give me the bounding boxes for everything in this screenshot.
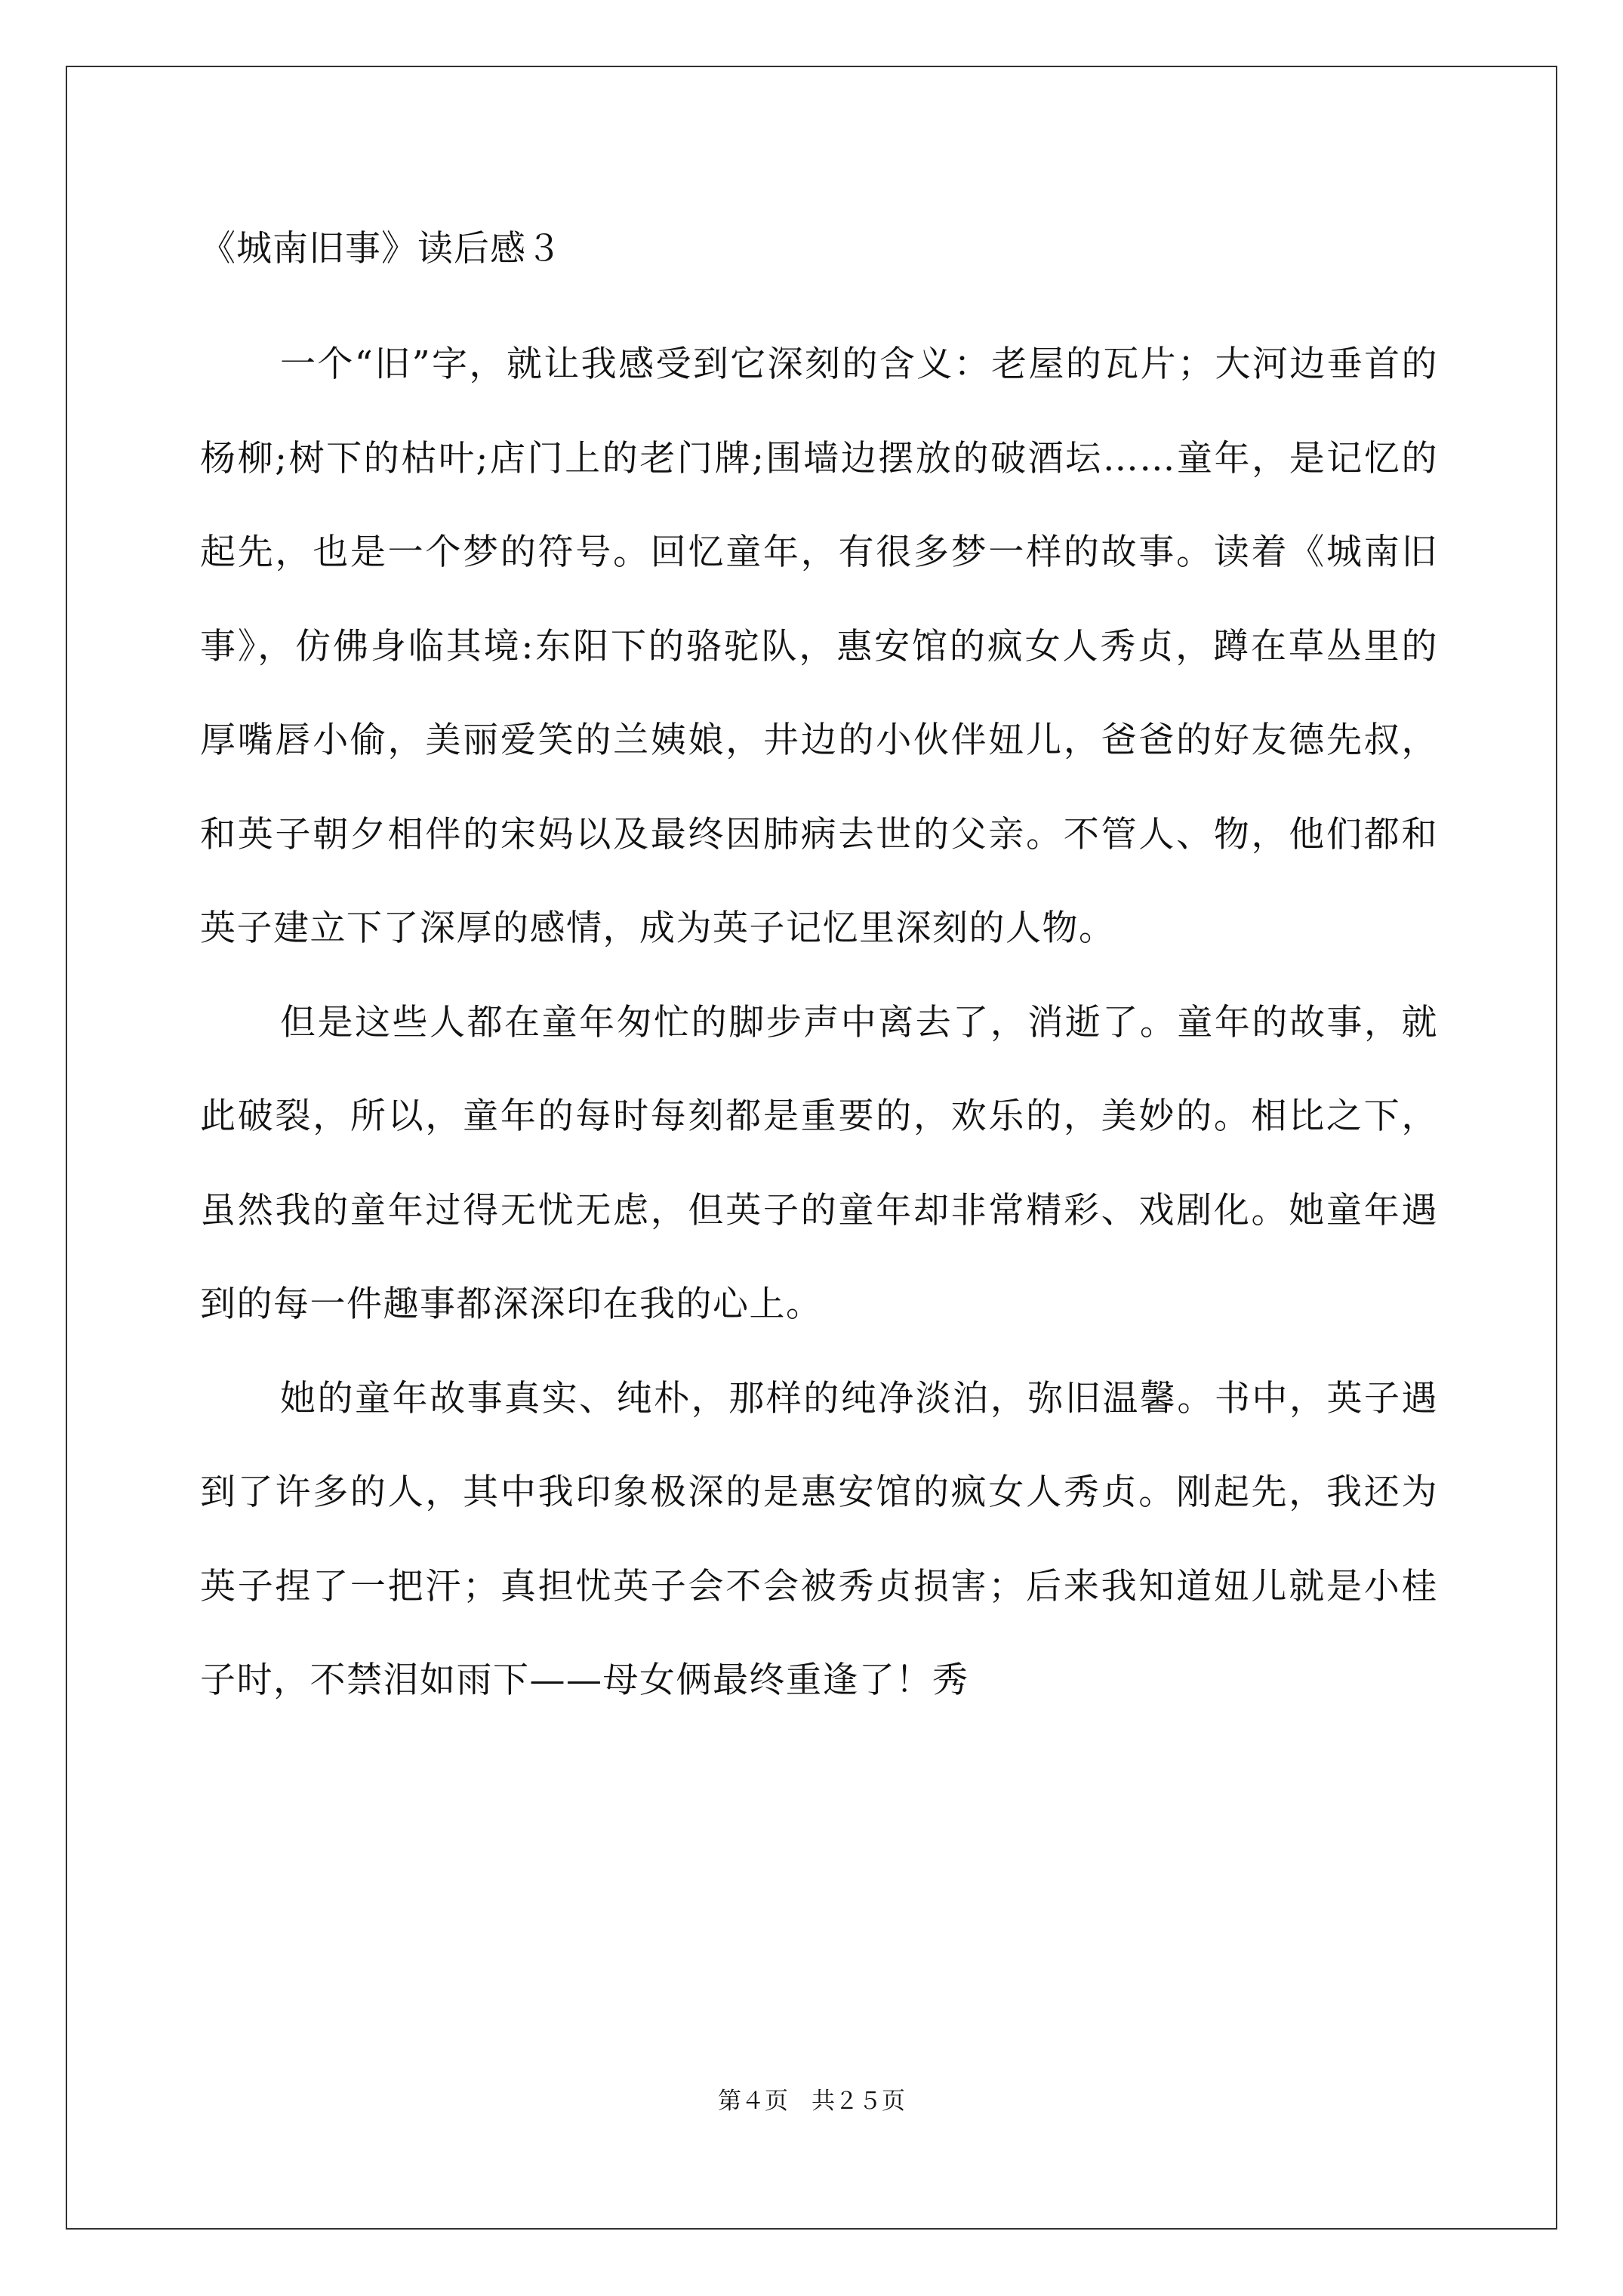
- paragraph-2: 但是这些人都在童年匆忙的脚步声中离去了，消逝了。童年的故事，就此破裂，所以，童年的每时每刻都是重要的，欢乐的，美妙的。相比之下，虽然我的童年过得无忧无虑，但英子的童年却非常精彩、戏剧化。她童年遇到的每一件趣事都深深印在我的心上。: [200, 1001, 1438, 1325]
- document-title: 《城南旧事》读后感３: [200, 228, 562, 270]
- page-number-footer: 第４页 共２５页: [718, 2088, 905, 2115]
- paragraph-3: 她的童年故事真实、纯朴，那样的纯净淡泊，弥旧温馨。书中，英子遇到了许多的人，其中我印象极深的是惠安馆的疯女人秀贞。刚起先，我还为英子捏了一把汗；真担忧英子会不会被秀贞损害；后来我知道妞儿就是小桂子时，不禁泪如雨下——母女俩最终重逢了！秀: [200, 1377, 1438, 1701]
- document-body: [200, 318, 1438, 1728]
- paragraph-1: 一个“旧”字，就让我感受到它深刻的含义：老屋的瓦片；大河边垂首的杨柳;树下的枯叶;店门上的老门牌;围墙边摆放的破酒坛……童年，是记忆的起先，也是一个梦的符号。回忆童年，有很多梦一样的故事。读着《城南旧事》，仿佛身临其境:东阳下的骆驼队，惠安馆的疯女人秀贞，蹲在草丛里的厚嘴唇小偷，美丽爱笑的兰姨娘，井边的小伙伴妞儿，爸爸的好友德先叔，和英子朝夕相伴的宋妈以及最终因肺病去世的父亲。不管人、物，他们都和英子建立下了深厚的感情，成为英子记忆里深刻的人物。: [200, 344, 1438, 949]
